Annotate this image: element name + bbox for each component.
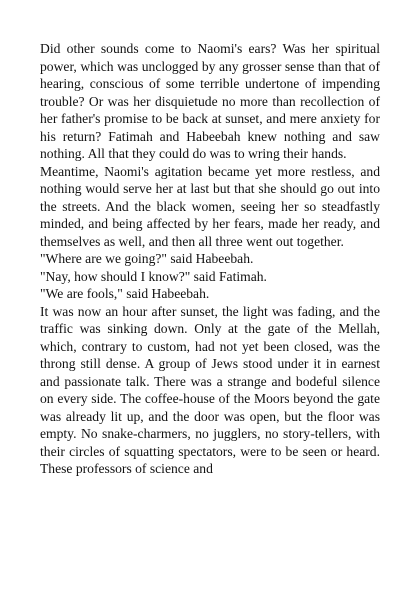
dialogue-fatimah-answer: "Nay, how should I know?" said Fatimah. — [40, 268, 267, 284]
dialogue-habeebah-fools: "We are fools," said Habeebah. — [40, 286, 210, 301]
paragraph-naomi-agitation: Meantime, Naomi's agitation became yet more restless, and nothing would serve her at last but that she should go out into the streets. And the black women, seeing her so steadfastly minded, and being affected by her fears, made her ready, and themselves as well, and then all three went out together. — [40, 163, 380, 249]
paragraph-naomi-ears: Did other sounds come to Naomi's ears? Was her spiritual power, which was unclogged by any grosser sense than that of hearing, conscious of some terrible undertone of impending trouble? Or was her disquietude no more than recollection of her father's promise to be back at sunset, and mere anxiety for his return? Fatimah and Habeebah knew nothing and saw nothing. All that they could do was to wring their hands. — [40, 41, 380, 161]
paragraph-after-sunset: It was now an hour after sunset, the light was fading, and the traffic was sinking down. Only at the gate of the Mellah, which, contrary to custom, had not yet been closed, was the throng still dense. A group of Jews stood under it in earnest and passionate talk. There was a strange and bodeful silence on every side. The coffee-house of the Moors beyond the gate was already lit up, and the door was open, but the floor was empty. No snake-charmers, no jugglers, no story-tellers, with their circles of squatting spectators, were to be seen or heard. These professors of science and — [40, 303, 380, 476]
page-text — [40, 40, 380, 478]
dialogue-habeebah-question: "Where are we going?" said Habeebah. — [40, 251, 254, 266]
